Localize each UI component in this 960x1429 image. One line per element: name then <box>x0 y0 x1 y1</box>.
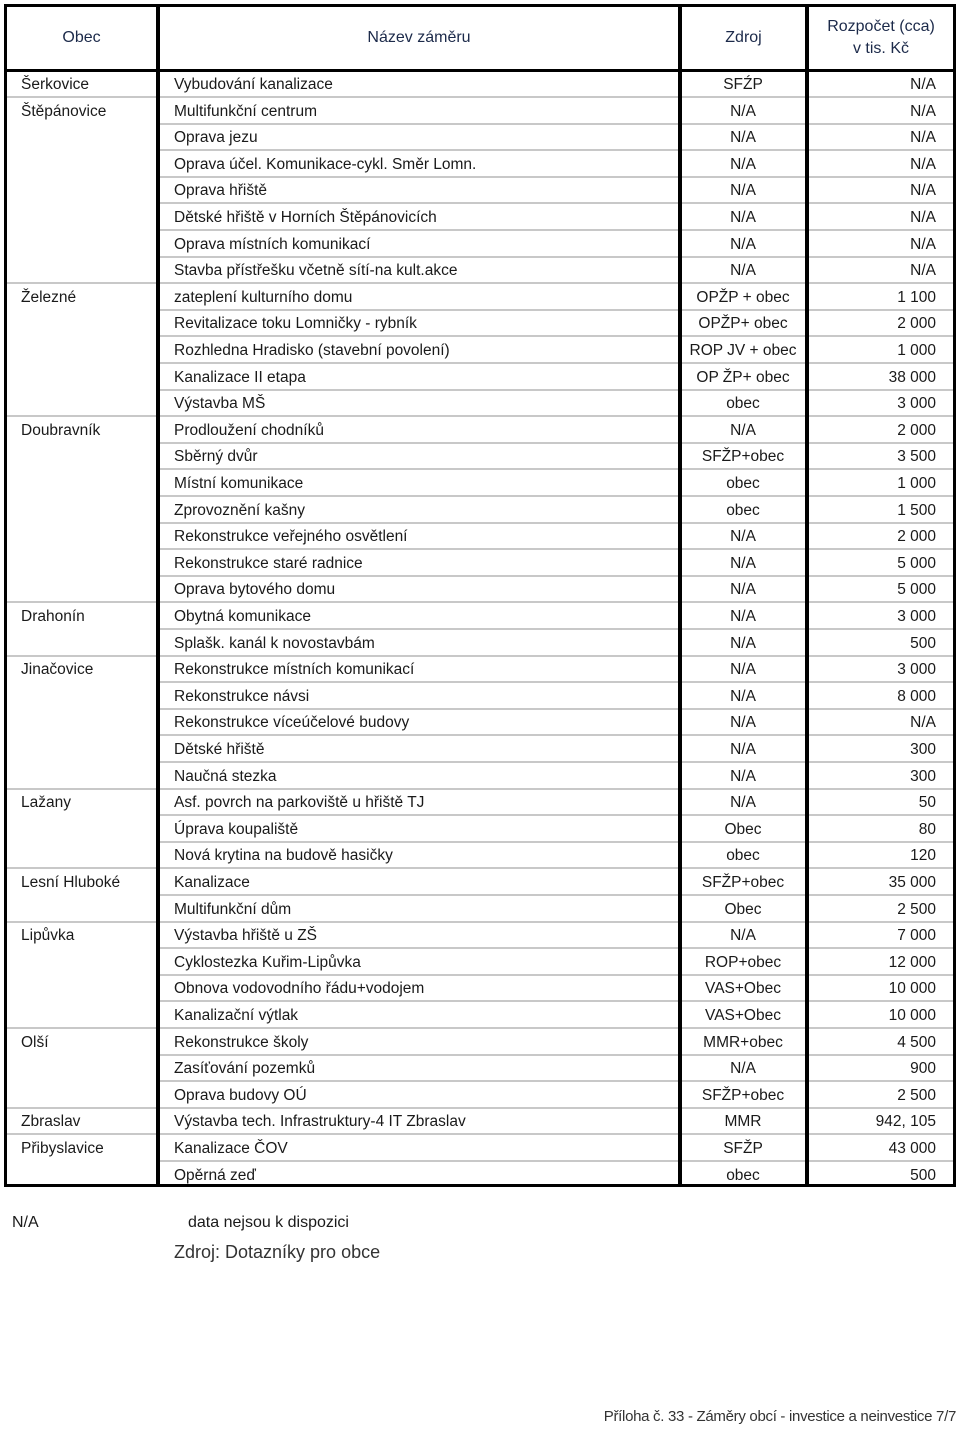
table-row <box>7 338 953 363</box>
cell-obec <box>21 471 157 496</box>
cell-zdroj: ROP JV + obec <box>689 342 797 359</box>
cell-obec: Přibyslavice <box>21 1140 104 1157</box>
table-row <box>7 311 953 336</box>
cell-zdroj: N/A <box>730 421 756 439</box>
cell-obec: Doubravník <box>21 421 101 439</box>
cell-obec <box>21 365 157 390</box>
cell-rozpocet: 2 000 <box>897 421 936 439</box>
header-obec: Obec <box>7 7 156 69</box>
table-row <box>7 1163 953 1188</box>
cell-zdroj: SFŽP <box>723 1140 763 1157</box>
cell-zdroj: MMR <box>724 1113 762 1131</box>
cell-rozpocet: N/A <box>910 714 936 732</box>
cell-zdroj: N/A <box>730 927 756 945</box>
cell-rozpocet: 8 000 <box>897 687 936 705</box>
table-row <box>7 152 953 177</box>
cell-nazev: Oprava jezu <box>174 129 258 147</box>
table-row <box>7 365 953 390</box>
cell-zdroj: N/A <box>730 581 756 599</box>
cell-zdroj: N/A <box>730 794 756 812</box>
cell-zdroj: N/A <box>730 528 756 546</box>
cell-rozpocet: 2 500 <box>897 1086 936 1104</box>
cell-nazev: Sběrný dvůr <box>174 448 258 466</box>
cell-rozpocet: N/A <box>910 76 936 93</box>
cell-rozpocet: 1 500 <box>897 501 936 519</box>
cell-obec <box>21 737 157 762</box>
table-row <box>7 1030 953 1055</box>
cell-zdroj: N/A <box>730 155 756 173</box>
cell-zdroj: OPŽP + obec <box>696 288 790 306</box>
header-rozpocet-line1: Rozpočet (cca) <box>827 18 935 35</box>
cell-zdroj: N/A <box>730 1060 756 1078</box>
cell-rozpocet: 2 000 <box>897 315 936 333</box>
cell-nazev: Rekonstrukce návsi <box>174 687 310 705</box>
cell-rozpocet: N/A <box>910 235 936 253</box>
cell-nazev: Dětské hřiště <box>174 741 265 758</box>
cell-zdroj: SFŽP+obec <box>701 1086 785 1104</box>
cell-obec <box>21 1163 157 1188</box>
table-row <box>7 258 953 283</box>
cell-zdroj: N/A <box>730 102 756 120</box>
cell-nazev: zateplení kulturního domu <box>174 288 353 306</box>
header-nazev: Název záměru <box>160 7 678 69</box>
cell-obec: Drahonín <box>21 608 85 625</box>
cell-rozpocet: 10 000 <box>888 1007 936 1024</box>
cell-obec <box>21 817 157 842</box>
table-row <box>7 843 953 868</box>
cell-nazev: Rekonstrukce veřejného osvětlení <box>174 528 408 546</box>
cell-obec <box>21 1003 157 1028</box>
cell-rozpocet: N/A <box>910 182 936 200</box>
table-row <box>7 551 953 576</box>
cell-obec <box>21 205 157 230</box>
page-footer: Příloha č. 33 - Záměry obcí - investice a neinvestice 7/7 <box>603 1408 956 1425</box>
cell-rozpocet: 900 <box>910 1060 936 1078</box>
cell-rozpocet: 300 <box>910 741 936 758</box>
cell-obec <box>21 1056 157 1081</box>
cell-rozpocet: 80 <box>918 820 936 838</box>
cell-zdroj: VAS+Obec <box>705 980 781 998</box>
cell-rozpocet: 3 000 <box>897 661 936 679</box>
table-row <box>7 817 953 842</box>
cell-zdroj: obec <box>726 847 760 865</box>
cell-nazev: Kanalizace <box>174 874 250 891</box>
cell-nazev: Výstavba hřiště u ZŠ <box>174 927 318 945</box>
cell-rozpocet: 2 000 <box>897 528 936 546</box>
cell-obec <box>21 311 157 336</box>
cell-zdroj: N/A <box>730 687 756 705</box>
table-row <box>7 1003 953 1028</box>
cell-obec: Olší <box>21 1033 49 1051</box>
cell-nazev: Kanalizační výtlak <box>174 1007 299 1024</box>
legend-text: data nejsou k dispozici <box>188 1214 349 1231</box>
cell-obec: Lažany <box>21 794 71 812</box>
cell-rozpocet: N/A <box>910 155 936 173</box>
cell-nazev: Multifunkční dům <box>174 900 292 918</box>
cell-zdroj: obec <box>726 1166 760 1184</box>
cell-nazev: Zasíťování pozemků <box>174 1060 316 1078</box>
cell-nazev: Multifunkční centrum <box>174 102 317 120</box>
cell-zdroj: N/A <box>730 741 756 758</box>
cell-zdroj: N/A <box>730 209 756 226</box>
cell-obec <box>21 178 157 203</box>
header-zdroj: Zdroj <box>682 7 805 69</box>
cell-obec <box>21 764 157 789</box>
cell-nazev: Rekonstrukce staré radnice <box>174 554 363 572</box>
table-body <box>7 72 953 1184</box>
cell-obec <box>21 125 157 150</box>
cell-zdroj: ROP+obec <box>704 953 782 971</box>
cell-obec: Zbraslav <box>21 1113 81 1131</box>
cell-zdroj: obec <box>726 395 760 413</box>
cell-rozpocet: 942, 105 <box>875 1113 936 1131</box>
cell-obec <box>21 631 157 656</box>
cell-rozpocet: 2 500 <box>897 900 936 918</box>
table-row <box>7 444 953 469</box>
table-header <box>7 7 953 69</box>
cell-rozpocet: 1 000 <box>897 475 936 492</box>
cell-rozpocet: N/A <box>910 262 936 280</box>
cell-zdroj: OP ŽP+ obec <box>696 368 790 386</box>
cell-zdroj: N/A <box>730 608 756 625</box>
cell-nazev: Revitalizace toku Lomničky - rybník <box>174 315 417 333</box>
cell-rozpocet: 50 <box>918 794 936 812</box>
table-row <box>7 1083 953 1108</box>
cell-obec <box>21 1083 157 1108</box>
legend-abbreviation: N/A <box>12 1214 39 1231</box>
cell-obec: Jinačovice <box>21 661 94 679</box>
header-rozpocet-line2: v tis. Kč <box>852 40 909 57</box>
table-row <box>7 72 953 97</box>
cell-zdroj: N/A <box>730 554 756 572</box>
cell-nazev: Rekonstrukce školy <box>174 1033 309 1051</box>
cell-obec: Šerkovice <box>21 76 90 93</box>
cell-obec <box>21 843 157 868</box>
table-row <box>7 923 953 948</box>
cell-obec <box>21 551 157 576</box>
cell-rozpocet: 10 000 <box>888 980 936 998</box>
cell-nazev: Oprava bytového domu <box>174 581 336 599</box>
table-row <box>7 418 953 443</box>
cell-nazev: Obytná komunikace <box>174 608 311 625</box>
cell-rozpocet: 5 000 <box>897 554 936 572</box>
cell-rozpocet: 1 100 <box>897 288 936 306</box>
cell-nazev: Dětské hřiště v Horních Štěpánovicích <box>174 209 437 226</box>
table-row <box>7 631 953 656</box>
cell-nazev: Prodloužení chodníků <box>174 421 324 439</box>
table-row <box>7 285 953 310</box>
cell-obec <box>21 684 157 709</box>
cell-zdroj: SFŹP <box>723 76 763 93</box>
source-note: Zdroj: Dotazníky pro obce <box>174 1242 381 1262</box>
table-row <box>7 870 953 895</box>
cell-zdroj: N/A <box>730 634 756 652</box>
cell-rozpocet: N/A <box>910 129 936 147</box>
cell-rozpocet: 43 000 <box>888 1140 936 1157</box>
table-row <box>7 1109 953 1134</box>
table-row <box>7 657 953 682</box>
table-row <box>7 577 953 602</box>
table-row <box>7 684 953 709</box>
cell-zdroj: VAS+Obec <box>705 1007 781 1024</box>
cell-obec <box>21 338 157 363</box>
table-row <box>7 232 953 257</box>
cell-nazev: Naučná stezka <box>174 767 277 785</box>
cell-nazev: Oprava místních komunikací <box>174 235 371 253</box>
table-row <box>7 1056 953 1081</box>
table-row <box>7 391 953 416</box>
table-row <box>7 950 953 975</box>
cell-obec <box>21 897 157 922</box>
cell-zdroj: N/A <box>730 129 756 147</box>
cell-nazev: Stavba přístřešku včetně sítí-na kult.akce <box>174 262 458 280</box>
cell-rozpocet: 4 500 <box>897 1033 936 1051</box>
cell-nazev: Obnova vodovodního řádu+vodojem <box>174 980 425 998</box>
cell-rozpocet: 3 000 <box>897 608 936 625</box>
cell-nazev: Nová krytina na budově hasičky <box>174 847 393 865</box>
cell-nazev: Rozhledna Hradisko (stavební povolení) <box>174 342 450 359</box>
cell-nazev: Úprava koupaliště <box>174 820 299 838</box>
table-row <box>7 471 953 496</box>
cell-rozpocet: 300 <box>910 767 936 785</box>
cell-rozpocet: 7 000 <box>897 927 936 945</box>
cell-nazev: Kanalizace ČOV <box>174 1140 288 1157</box>
table-row <box>7 897 953 922</box>
cell-rozpocet: 35 000 <box>888 874 936 891</box>
cell-zdroj: N/A <box>730 262 756 280</box>
cell-rozpocet: 38 000 <box>888 368 936 386</box>
cell-nazev: Oprava účel. Komunikace-cykl. Směr Lomn. <box>174 155 477 173</box>
cell-zdroj: OPŽP+ obec <box>698 315 788 333</box>
table-row <box>7 498 953 523</box>
cell-rozpocet: 500 <box>910 1166 936 1184</box>
table-row <box>7 604 953 629</box>
cell-obec <box>21 524 157 549</box>
cell-rozpocet: N/A <box>910 209 936 226</box>
table-row <box>7 205 953 230</box>
header-rozpocet <box>809 7 953 69</box>
cell-nazev: Rekonstrukce víceúčelové budovy <box>174 714 410 732</box>
table-row <box>7 125 953 150</box>
cell-rozpocet: 1 000 <box>897 342 936 359</box>
table-row <box>7 178 953 203</box>
cell-nazev: Splašk. kanál k novostavbám <box>174 634 375 652</box>
cell-obec: Železné <box>21 288 77 306</box>
cell-obec <box>21 232 157 257</box>
cell-rozpocet: 5 000 <box>897 581 936 599</box>
cell-nazev: Asf. povrch na parkoviště u hřiště TJ <box>174 794 425 812</box>
cell-obec <box>21 950 157 975</box>
table-row <box>7 1136 953 1161</box>
cell-obec <box>21 391 157 416</box>
cell-zdroj: N/A <box>730 714 756 732</box>
cell-nazev: Výstavba MŠ <box>174 395 266 413</box>
cell-rozpocet: 3 000 <box>897 395 936 413</box>
cell-obec: Štěpánovice <box>21 102 107 120</box>
cell-nazev: Vybudování kanalizace <box>174 76 333 93</box>
cell-zdroj: obec <box>726 501 760 519</box>
cell-nazev: Výstavba tech. Infrastruktury-4 IT Zbraslav <box>174 1113 466 1131</box>
cell-nazev: Opěrná zeď <box>174 1166 256 1184</box>
cell-nazev: Kanalizace II etapa <box>174 368 306 386</box>
table-row <box>7 524 953 549</box>
cell-zdroj: SFŽP+obec <box>701 448 785 466</box>
cell-obec <box>21 444 157 469</box>
cell-nazev: Oprava budovy OÚ <box>174 1086 307 1104</box>
cell-zdroj: N/A <box>730 767 756 785</box>
cell-rozpocet: 500 <box>910 634 936 652</box>
cell-rozpocet: 3 500 <box>897 448 936 466</box>
table-row <box>7 99 953 124</box>
cell-rozpocet: 12 000 <box>888 953 936 971</box>
cell-obec <box>21 577 157 602</box>
table-row <box>7 790 953 815</box>
cell-zdroj: Obec <box>724 820 762 838</box>
cell-obec <box>21 976 157 1001</box>
cell-zdroj: Obec <box>724 900 762 918</box>
table-row <box>7 710 953 735</box>
cell-obec <box>21 498 157 523</box>
cell-obec <box>21 710 157 735</box>
cell-zdroj: N/A <box>730 235 756 253</box>
cell-rozpocet: 120 <box>910 847 936 865</box>
cell-nazev: Rekonstrukce místních komunikací <box>174 661 415 679</box>
cell-zdroj: N/A <box>730 661 756 679</box>
cell-obec: Lipůvka <box>21 927 75 945</box>
cell-nazev: Místní komunikace <box>174 475 304 492</box>
table-row <box>7 737 953 762</box>
cell-zdroj: N/A <box>730 182 756 200</box>
cell-obec <box>21 152 157 177</box>
cell-obec: Lesní Hluboké <box>21 874 121 891</box>
cell-zdroj: MMR+obec <box>703 1033 783 1051</box>
cell-nazev: Cyklostezka Kuřim-Lipůvka <box>174 953 361 971</box>
table-row <box>7 976 953 1001</box>
cell-nazev: Oprava hřiště <box>174 182 268 200</box>
table-row <box>7 764 953 789</box>
projects-table <box>4 4 956 1187</box>
cell-zdroj: SFŽP+obec <box>701 874 785 891</box>
cell-obec <box>21 258 157 283</box>
cell-nazev: Zprovoznění kašny <box>174 501 305 519</box>
cell-zdroj: obec <box>726 475 760 492</box>
cell-rozpocet: N/A <box>910 102 936 120</box>
